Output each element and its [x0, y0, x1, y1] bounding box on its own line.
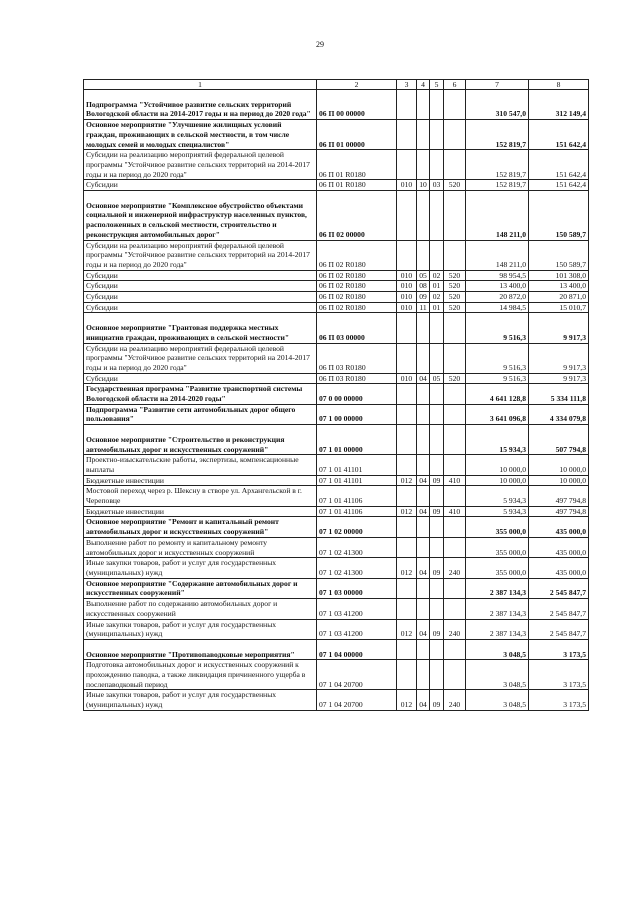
row-section: 04 [417, 619, 430, 639]
row-expense-type: 410 [444, 475, 466, 486]
row-sum-2020: 3 173,5 [529, 660, 589, 690]
row-code: 06 П 02 R0180 [317, 292, 397, 303]
row-sum-2019: 98 954,5 [466, 270, 529, 281]
row-expense-type [444, 191, 466, 241]
row-section: 04 [417, 690, 430, 710]
table-row [84, 619, 589, 639]
row-name: Субсидии на реализацию мероприятий федеральной целевой программы "Устойчивое развитие сельских территорий на 2014-2017 годы и на период до 2020 года" [84, 343, 317, 373]
row-code: 07 1 00 00000 [317, 404, 397, 424]
col-header: 8 [529, 80, 589, 90]
row-sum-2020: 151 642,4 [529, 120, 589, 150]
row-code: 06 П 03 00000 [317, 313, 397, 343]
row-section: 04 [417, 558, 430, 578]
row-sum-2020: 2 545 847,7 [529, 599, 589, 619]
row-section [417, 240, 430, 270]
row-subsection: 01 [430, 302, 444, 313]
row-expense-type [444, 240, 466, 270]
row-code: 07 1 02 41300 [317, 537, 397, 557]
table-row [84, 281, 589, 292]
row-name: Субсидии [84, 373, 317, 384]
row-subsection [430, 425, 444, 455]
row-section: 10 [417, 180, 430, 191]
row-expense-type [444, 90, 466, 120]
row-subsection [430, 486, 444, 506]
row-ministry [397, 639, 417, 659]
row-subsection [430, 90, 444, 120]
row-sum-2019: 2 387 134,3 [466, 619, 529, 639]
row-code: 07 1 01 00000 [317, 425, 397, 455]
row-expense-type [444, 455, 466, 475]
table-row [84, 120, 589, 150]
row-name: Бюджетные инвестиции [84, 506, 317, 517]
row-ministry: 012 [397, 619, 417, 639]
row-name: Основное мероприятие "Улучшение жилищных условий граждан, проживающих в сельской местности, в том числе молодых семей и молодых специалистов" [84, 120, 317, 150]
row-code: 06 П 03 R0180 [317, 343, 397, 373]
row-sum-2020: 5 334 111,8 [529, 384, 589, 404]
row-code: 06 П 01 R0180 [317, 150, 397, 180]
row-subsection [430, 578, 444, 598]
row-code: 06 П 02 R0180 [317, 281, 397, 292]
row-code: 06 П 01 00000 [317, 120, 397, 150]
row-ministry: 010 [397, 281, 417, 292]
col-header: 7 [466, 80, 529, 90]
row-code: 07 1 04 20700 [317, 690, 397, 710]
row-name: Бюджетные инвестиции [84, 475, 317, 486]
row-expense-type [444, 660, 466, 690]
row-name: Субсидии [84, 180, 317, 191]
row-subsection [430, 517, 444, 537]
row-ministry: 010 [397, 302, 417, 313]
row-name: Основное мероприятие "Грантовая поддержка местных инициатив граждан, проживающих в сельской местности" [84, 313, 317, 343]
row-expense-type: 520 [444, 292, 466, 303]
row-expense-type: 410 [444, 506, 466, 517]
table-row [84, 425, 589, 455]
row-ministry: 010 [397, 270, 417, 281]
row-ministry: 012 [397, 506, 417, 517]
row-code: 07 1 04 20700 [317, 660, 397, 690]
table-row [84, 537, 589, 557]
table-row [84, 240, 589, 270]
row-expense-type [444, 486, 466, 506]
row-section [417, 578, 430, 598]
row-subsection [430, 639, 444, 659]
row-sum-2019: 3 048,5 [466, 639, 529, 659]
table-row [84, 180, 589, 191]
table-row [84, 343, 589, 373]
row-sum-2019: 148 211,0 [466, 240, 529, 270]
row-expense-type [444, 578, 466, 598]
row-ministry [397, 486, 417, 506]
row-sum-2019: 9 516,3 [466, 343, 529, 373]
row-ministry: 012 [397, 690, 417, 710]
row-section [417, 537, 430, 557]
row-section: 04 [417, 475, 430, 486]
row-section [417, 599, 430, 619]
table-row [84, 313, 589, 343]
row-code: 06 П 00 00000 [317, 90, 397, 120]
row-sum-2020: 15 010,7 [529, 302, 589, 313]
row-ministry [397, 404, 417, 424]
row-ministry [397, 191, 417, 241]
row-sum-2019: 10 000,0 [466, 455, 529, 475]
row-expense-type: 520 [444, 281, 466, 292]
row-sum-2020: 435 000,0 [529, 517, 589, 537]
row-name: Государственная программа "Развитие транспортной системы Вологодской области на 2014-2020 годы" [84, 384, 317, 404]
row-sum-2019: 3 641 096,8 [466, 404, 529, 424]
row-expense-type [444, 150, 466, 180]
row-subsection: 09 [430, 619, 444, 639]
table-row [84, 270, 589, 281]
row-expense-type [444, 313, 466, 343]
table-row [84, 292, 589, 303]
row-sum-2020: 10 000,0 [529, 455, 589, 475]
row-code: 06 П 02 R0180 [317, 240, 397, 270]
row-expense-type: 240 [444, 619, 466, 639]
row-section [417, 120, 430, 150]
row-name: Основное мероприятие "Противопаводковые мероприятия" [84, 639, 317, 659]
row-subsection [430, 343, 444, 373]
row-code: 06 П 02 00000 [317, 191, 397, 241]
row-sum-2019: 3 048,5 [466, 690, 529, 710]
table-row [84, 578, 589, 598]
row-expense-type [444, 343, 466, 373]
row-section: 09 [417, 292, 430, 303]
row-section: 08 [417, 281, 430, 292]
row-section [417, 313, 430, 343]
row-section [417, 517, 430, 537]
table-row [84, 404, 589, 424]
row-code: 07 1 03 41200 [317, 599, 397, 619]
row-code: 07 0 00 00000 [317, 384, 397, 404]
row-subsection [430, 191, 444, 241]
row-section [417, 486, 430, 506]
table-row [84, 455, 589, 475]
table-row [84, 517, 589, 537]
row-expense-type: 520 [444, 270, 466, 281]
row-sum-2019: 14 984,5 [466, 302, 529, 313]
row-expense-type [444, 599, 466, 619]
row-sum-2020: 150 589,7 [529, 240, 589, 270]
row-subsection: 02 [430, 270, 444, 281]
row-code: 07 1 01 41101 [317, 475, 397, 486]
row-expense-type: 520 [444, 373, 466, 384]
row-code: 07 1 02 00000 [317, 517, 397, 537]
row-ministry [397, 150, 417, 180]
row-subsection [430, 404, 444, 424]
row-expense-type [444, 120, 466, 150]
row-ministry [397, 425, 417, 455]
row-subsection [430, 313, 444, 343]
row-ministry: 010 [397, 180, 417, 191]
row-name: Иные закупки товаров, работ и услуг для государственных (муниципальных) нужд [84, 690, 317, 710]
row-sum-2020: 101 308,0 [529, 270, 589, 281]
row-subsection [430, 537, 444, 557]
row-sum-2019: 355 000,0 [466, 537, 529, 557]
table-row [84, 690, 589, 710]
row-sum-2020: 3 173,5 [529, 639, 589, 659]
table-row [84, 486, 589, 506]
row-expense-type [444, 425, 466, 455]
row-sum-2020: 497 794,8 [529, 486, 589, 506]
row-expense-type [444, 404, 466, 424]
row-code: 07 1 03 41200 [317, 619, 397, 639]
row-code: 07 1 02 41300 [317, 558, 397, 578]
table-row [84, 191, 589, 241]
col-header: 4 [417, 80, 430, 90]
col-header: 1 [84, 80, 317, 90]
row-ministry: 012 [397, 558, 417, 578]
row-sum-2020: 9 917,3 [529, 343, 589, 373]
row-sum-2020: 151 642,4 [529, 180, 589, 191]
row-expense-type [444, 384, 466, 404]
row-sum-2019: 310 547,0 [466, 90, 529, 120]
row-name: Основное мероприятие "Комплексное обустройство объектами социальной и инженерной инфраструктур населенных пунктов, расположенных в сельской местности, строительство и реконструкция автомобильных дорог" [84, 191, 317, 241]
table-row [84, 639, 589, 659]
row-sum-2019: 15 934,3 [466, 425, 529, 455]
row-ministry [397, 578, 417, 598]
row-ministry [397, 90, 417, 120]
row-subsection [430, 455, 444, 475]
row-sum-2019: 355 000,0 [466, 517, 529, 537]
row-sum-2019: 10 000,0 [466, 475, 529, 486]
table-row [84, 373, 589, 384]
row-name: Иные закупки товаров, работ и услуг для государственных (муниципальных) нужд [84, 558, 317, 578]
row-name: Основное мероприятие "Содержание автомобильных дорог и искусственных сооружений" [84, 578, 317, 598]
row-sum-2019: 9 516,3 [466, 373, 529, 384]
row-subsection [430, 384, 444, 404]
row-expense-type: 520 [444, 180, 466, 191]
row-sum-2019: 4 641 128,8 [466, 384, 529, 404]
row-section: 04 [417, 373, 430, 384]
row-code: 06 П 03 R0180 [317, 373, 397, 384]
table-row [84, 506, 589, 517]
row-section [417, 191, 430, 241]
row-sum-2020: 3 173,5 [529, 690, 589, 710]
row-subsection: 05 [430, 373, 444, 384]
row-code: 06 П 02 R0180 [317, 302, 397, 313]
row-expense-type: 520 [444, 302, 466, 313]
row-subsection [430, 599, 444, 619]
row-expense-type [444, 537, 466, 557]
row-ministry [397, 455, 417, 475]
row-sum-2020: 497 794,8 [529, 506, 589, 517]
row-section [417, 639, 430, 659]
row-subsection: 02 [430, 292, 444, 303]
row-sum-2020: 20 871,0 [529, 292, 589, 303]
row-subsection: 03 [430, 180, 444, 191]
row-subsection: 09 [430, 475, 444, 486]
table-row [84, 475, 589, 486]
row-ministry [397, 313, 417, 343]
row-ministry: 012 [397, 475, 417, 486]
row-ministry [397, 660, 417, 690]
row-sum-2019: 20 872,0 [466, 292, 529, 303]
row-ministry [397, 384, 417, 404]
row-sum-2019: 152 819,7 [466, 120, 529, 150]
row-name: Субсидии [84, 302, 317, 313]
row-ministry: 010 [397, 292, 417, 303]
row-code: 06 П 02 R0180 [317, 270, 397, 281]
row-subsection: 09 [430, 558, 444, 578]
row-sum-2020: 4 334 079,8 [529, 404, 589, 424]
row-sum-2020: 2 545 847,7 [529, 578, 589, 598]
row-name: Субсидии на реализацию мероприятий федеральной целевой программы "Устойчивое развитие сельских территорий на 2014-2017 годы и на период до 2020 года" [84, 150, 317, 180]
row-ministry [397, 537, 417, 557]
row-section: 11 [417, 302, 430, 313]
row-sum-2019: 148 211,0 [466, 191, 529, 241]
row-sum-2019: 5 934,3 [466, 486, 529, 506]
row-sum-2019: 13 400,0 [466, 281, 529, 292]
row-sum-2019: 152 819,7 [466, 180, 529, 191]
row-section [417, 660, 430, 690]
row-name: Выполнение работ по ремонту и капитальному ремонту автомобильных дорог и искусственных сооружений [84, 537, 317, 557]
page-number: 29 [316, 40, 324, 49]
row-sum-2020: 435 000,0 [529, 558, 589, 578]
row-sum-2020: 2 545 847,7 [529, 619, 589, 639]
row-name: Подпрограмма "Развитие сети автомобильных дорог общего пользования" [84, 404, 317, 424]
row-name: Подпрограмма "Устойчивое развитие сельских территорий Вологодской области на 2014-2017 годы и на период до 2020 года" [84, 90, 317, 120]
row-subsection [430, 150, 444, 180]
row-code: 07 1 01 41101 [317, 455, 397, 475]
row-sum-2020: 151 642,4 [529, 150, 589, 180]
row-sum-2020: 150 589,7 [529, 191, 589, 241]
col-header: 5 [430, 80, 444, 90]
row-ministry [397, 517, 417, 537]
row-subsection [430, 240, 444, 270]
row-sum-2019: 2 387 134,3 [466, 599, 529, 619]
row-sum-2020: 435 000,0 [529, 537, 589, 557]
row-ministry [397, 599, 417, 619]
row-code: 07 1 01 41106 [317, 486, 397, 506]
row-name: Выполнение работ по содержанию автомобильных дорог и искусственных сооружений [84, 599, 317, 619]
row-name: Проектно-изыскательские работы, экспертизы, компенсационные выплаты [84, 455, 317, 475]
row-name: Основное мероприятие "Строительство и реконструкция автомобильных дорог и искусственных сооружений" [84, 425, 317, 455]
row-ministry: 010 [397, 373, 417, 384]
col-header: 3 [397, 80, 417, 90]
row-code: 07 1 01 41106 [317, 506, 397, 517]
row-sum-2019: 9 516,3 [466, 313, 529, 343]
row-name: Субсидии [84, 270, 317, 281]
row-sum-2020: 507 794,8 [529, 425, 589, 455]
row-sum-2020: 10 000,0 [529, 475, 589, 486]
row-section [417, 90, 430, 120]
row-code: 06 П 01 R0180 [317, 180, 397, 191]
row-name: Мостовой переход через р. Шексну в створе ул. Архангельской в г. Череповце [84, 486, 317, 506]
row-subsection [430, 120, 444, 150]
row-section [417, 343, 430, 373]
row-section [417, 404, 430, 424]
row-code: 07 1 04 00000 [317, 639, 397, 659]
table-row [84, 90, 589, 120]
col-header: 2 [317, 80, 397, 90]
row-sum-2019: 152 819,7 [466, 150, 529, 180]
row-section [417, 425, 430, 455]
row-name: Иные закупки товаров, работ и услуг для государственных (муниципальных) нужд [84, 619, 317, 639]
row-ministry [397, 343, 417, 373]
row-expense-type: 240 [444, 690, 466, 710]
row-name: Основное мероприятие "Ремонт и капитальный ремонт автомобильных дорог и искусственных сооружений" [84, 517, 317, 537]
row-subsection: 09 [430, 506, 444, 517]
col-header: 6 [444, 80, 466, 90]
row-subsection [430, 660, 444, 690]
row-sum-2020: 312 149,4 [529, 90, 589, 120]
row-sum-2020: 9 917,3 [529, 373, 589, 384]
table-row [84, 150, 589, 180]
row-ministry [397, 240, 417, 270]
row-sum-2019: 2 387 134,3 [466, 578, 529, 598]
row-expense-type: 240 [444, 558, 466, 578]
table-row [84, 599, 589, 619]
table-row [84, 558, 589, 578]
row-section: 04 [417, 506, 430, 517]
table-row [84, 384, 589, 404]
row-sum-2020: 13 400,0 [529, 281, 589, 292]
row-section [417, 455, 430, 475]
row-name: Подготовка автомобильных дорог и искусственных сооружений к прохождению паводка, а также ликвидация причиненного ущерба в послепаводковый период [84, 660, 317, 690]
row-section: 05 [417, 270, 430, 281]
budget-table [83, 79, 589, 711]
row-expense-type [444, 639, 466, 659]
row-sum-2020: 9 917,3 [529, 313, 589, 343]
header-row [84, 80, 589, 90]
row-sum-2019: 5 934,3 [466, 506, 529, 517]
row-code: 07 1 03 00000 [317, 578, 397, 598]
row-section [417, 150, 430, 180]
row-subsection: 09 [430, 690, 444, 710]
table-row [84, 302, 589, 313]
row-ministry [397, 120, 417, 150]
row-expense-type [444, 517, 466, 537]
row-name: Субсидии [84, 292, 317, 303]
row-sum-2019: 3 048,5 [466, 660, 529, 690]
row-sum-2019: 355 000,0 [466, 558, 529, 578]
table-row [84, 660, 589, 690]
row-section [417, 384, 430, 404]
row-subsection: 01 [430, 281, 444, 292]
row-name: Субсидии на реализацию мероприятий федеральной целевой программы "Устойчивое развитие сельских территорий на 2014-2017 годы и на период до 2020 года" [84, 240, 317, 270]
row-name: Субсидии [84, 281, 317, 292]
